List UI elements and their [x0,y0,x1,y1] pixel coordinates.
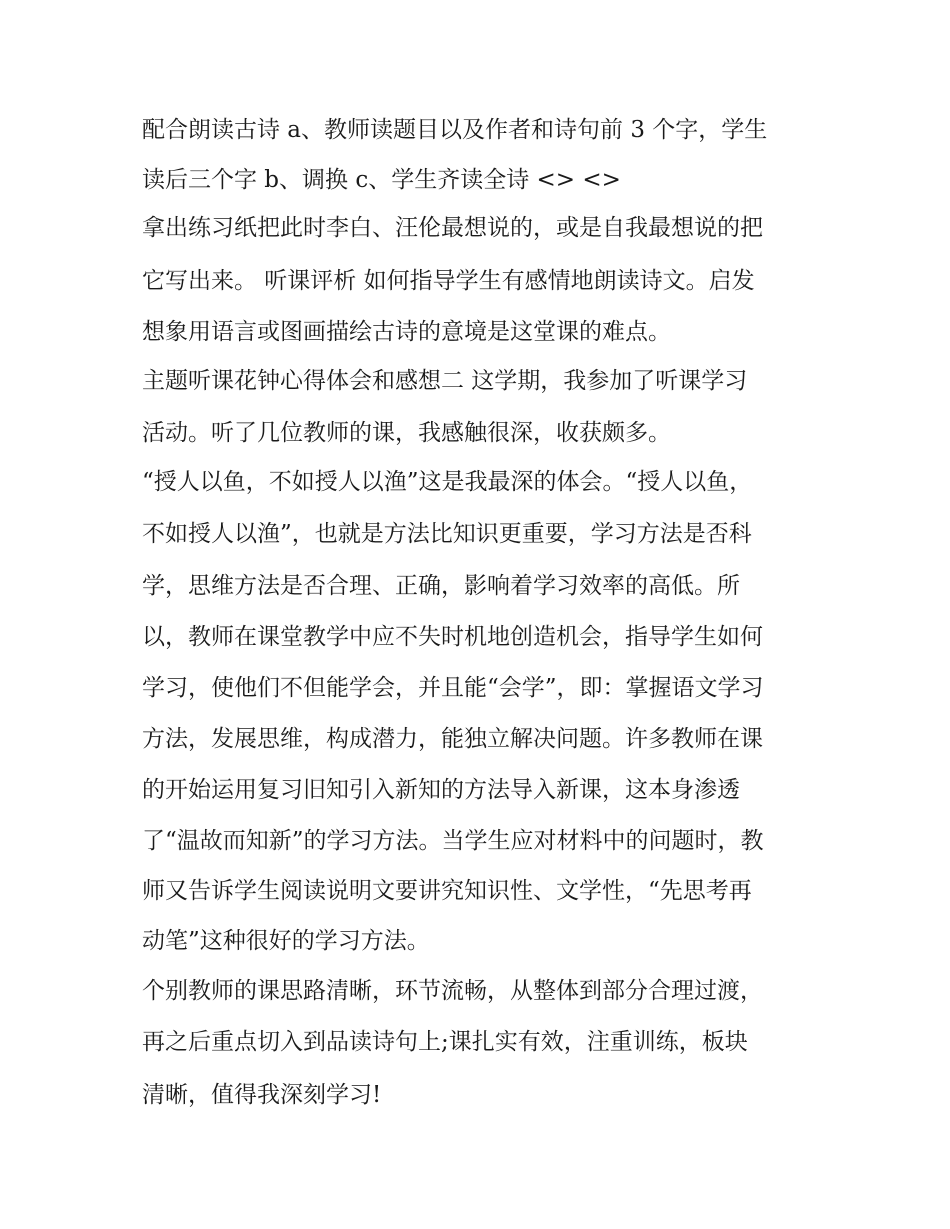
text-line: 个别教师的课思路清晰，环节流畅，从整体到部分合理过渡， [142,978,763,1004]
text-line: 动笔”这种很好的学习方法。 [142,928,430,954]
text-line: 读后三个字 b、调换 c、学生齐读全诗 <> <> [142,167,621,193]
text-line: 想象用语言或图画描绘古诗的意境是这堂课的难点。 [142,319,671,345]
text-line: 活动。听了几位教师的课，我感触很深，收获颇多。 [142,420,671,446]
text-line: 了“温故而知新”的学习方法。当学生应对材料中的问题时，教 [142,828,764,854]
text-line: 学，思维方法是否合理、正确，影响着学习效率的高低。所 [142,573,740,599]
text-line: “授人以鱼，不如授人以渔”这是我最深的体会。“授人以鱼， [142,469,753,495]
text-line: 的开始运用复习旧知引入新知的方法导入新课，这本身渗透 [142,777,740,803]
text-line: 不如授人以渔”，也就是方法比知识更重要，学习方法是否科 [142,521,752,547]
text-line: 学习，使他们不但能学会，并且能“会学”，即：掌握语文学习 [142,675,764,701]
text-line: 配合朗读古诗 a、教师读题目以及作者和诗句前 3 个字，学生 [142,117,768,143]
text-line: 它写出来。 听课评析 如何指导学生有感情地朗读诗文。启发 [142,268,755,294]
text-line: 师又告诉学生阅读说明文要讲究知识性、文学性，“先思考再 [142,878,752,904]
text-line: 方法，发展思维，构成潜力，能独立解决问题。许多教师在课 [142,726,763,752]
text-line: 再之后重点切入到品读诗句上;课扎实有效，注重训练，板块 [142,1029,748,1055]
text-line: 以，教师在课堂教学中应不失时机地创造机会，指导学生如何 [142,624,763,650]
text-line: 拿出练习纸把此时李白、汪伦最想说的，或是自我最想说的把 [142,215,763,241]
text-line: 清晰，值得我深刻学习! [142,1082,382,1108]
text-line: 主题听课花钟心得体会和感想二 这学期，我参加了听课学习 [142,368,748,394]
